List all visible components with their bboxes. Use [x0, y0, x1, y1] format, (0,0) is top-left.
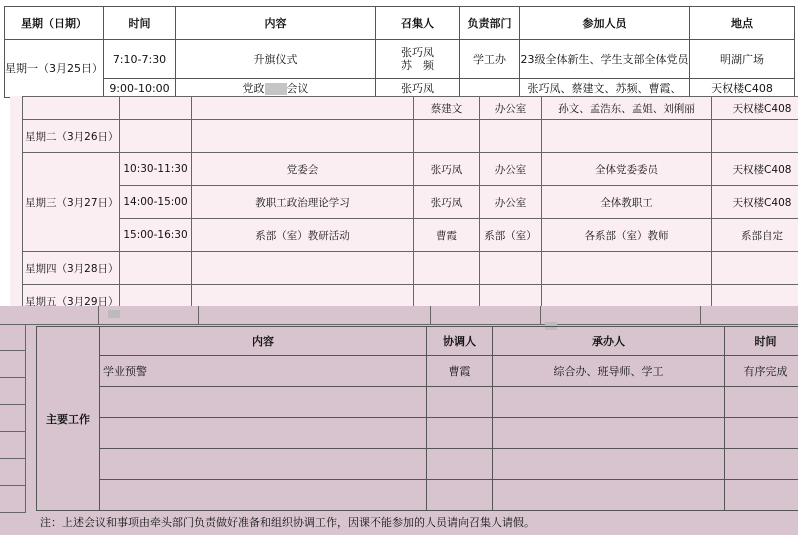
header-coordinator: 协调人	[427, 327, 493, 356]
margin-cell	[0, 432, 26, 459]
header-content: 内容	[100, 327, 427, 356]
cell-time: 14:00-15:00	[120, 186, 192, 219]
margin-cell	[0, 351, 26, 378]
header-attendees: 参加人员	[520, 7, 690, 40]
cell-coordinator	[427, 387, 493, 418]
cell-content: 学业预警	[100, 356, 427, 387]
header-undertaker: 承办人	[493, 327, 725, 356]
cell-content	[192, 120, 414, 153]
cell-time	[120, 120, 192, 153]
cell-attendees: 全体党委委员	[542, 153, 712, 186]
header-convener: 召集人	[376, 7, 460, 40]
cell-time	[120, 252, 192, 285]
cell-place: 系部自定	[712, 219, 798, 252]
cell-time: 9:00-10:00	[104, 79, 176, 98]
cell-coordinator	[427, 449, 493, 480]
section-label: 主要工作	[37, 327, 100, 511]
cell-dept	[460, 79, 520, 98]
cell-content	[100, 480, 427, 511]
cell-undertaker	[493, 480, 725, 511]
margin-cell	[0, 378, 26, 405]
day-cell	[23, 97, 120, 120]
cell-convener: 张巧凤	[414, 153, 480, 186]
cell-content	[192, 97, 414, 120]
cell-undertaker	[493, 418, 725, 449]
cell-time	[120, 97, 192, 120]
cell-dept	[480, 252, 542, 285]
cell-coordinator: 曹霞	[427, 356, 493, 387]
cell-place	[712, 285, 798, 307]
cell-time: 10:30-11:30	[120, 153, 192, 186]
margin-cell	[0, 486, 26, 513]
schedule-table-mid	[10, 96, 798, 306]
cell-convener: 曹霞	[414, 219, 480, 252]
cell-convener: 蔡建文	[414, 97, 480, 120]
cell-content: 教职工政治理论学习	[192, 186, 414, 219]
cell-content: 升旗仪式	[176, 40, 376, 79]
cell-place: 天权楼C408	[712, 153, 798, 186]
band-cell	[430, 306, 541, 324]
cell-attendees: 各系部（室）教师	[542, 219, 712, 252]
convener-line-2: 苏 频	[401, 59, 434, 72]
cell-dept: 办公室	[480, 153, 542, 186]
content-prefix: 党政	[242, 81, 265, 95]
cell-convener: 张巧凤	[414, 186, 480, 219]
cell-content	[100, 387, 427, 418]
cell-content	[176, 79, 376, 98]
cell-dept: 办公室	[480, 186, 542, 219]
cell-time: 15:00-16:30	[120, 219, 192, 252]
scroll-marker-icon	[108, 310, 120, 318]
cell-place	[712, 252, 798, 285]
schedule-table-top	[4, 6, 794, 96]
cell-attendees: 孙文、孟浩东、孟姐、刘俐丽	[542, 97, 712, 120]
margin-cell	[0, 405, 26, 432]
cell-dept: 办公室	[480, 97, 542, 120]
cell-time	[120, 285, 192, 307]
cell-convener	[414, 285, 480, 307]
cell-place: 天权楼C408	[712, 186, 798, 219]
cell-content: 系部（室）教研活动	[192, 219, 414, 252]
redaction-blur	[265, 83, 287, 95]
cell-time	[725, 418, 798, 449]
header-place: 地点	[690, 7, 795, 40]
band-cell	[540, 306, 701, 324]
header-content: 内容	[176, 7, 376, 40]
cell-convener	[376, 40, 460, 79]
cell-attendees	[542, 285, 712, 307]
cell-dept	[480, 120, 542, 153]
cell-time	[725, 449, 798, 480]
cell-attendees: 张巧凤、蔡建文、苏频、曹霞、	[520, 79, 690, 98]
cell-place	[712, 120, 798, 153]
header-time: 时间	[104, 7, 176, 40]
cell-convener	[414, 120, 480, 153]
cell-place: 天权楼C408	[690, 79, 795, 98]
cell-undertaker: 综合办、班导师、学工	[493, 356, 725, 387]
cell-content	[100, 449, 427, 480]
main-work-table	[36, 326, 798, 511]
day-monday: 星期一（3月25日）	[5, 40, 104, 98]
band-cell	[198, 306, 431, 324]
footnote: 注：上述会议和事项由牵头部门负责做好准备和组织协调工作，因课不能参加的人员请向召集人请假。	[40, 516, 535, 529]
cell-attendees	[542, 120, 712, 153]
cell-attendees: 全体教职工	[542, 186, 712, 219]
cell-time: 有序完成	[725, 356, 798, 387]
content-suffix: 会议	[286, 81, 309, 95]
margin-cell	[0, 324, 26, 351]
margin-cell	[0, 459, 26, 486]
cell-time	[725, 387, 798, 418]
cell-dept: 学工办	[460, 40, 520, 79]
cell-time: 7:10-7:30	[104, 40, 176, 79]
cell-undertaker	[493, 387, 725, 418]
convener-line-1: 张巧凤	[401, 46, 434, 59]
header-dept: 负责部门	[460, 7, 520, 40]
cell-content	[100, 418, 427, 449]
cell-dept: 系部（室）	[480, 219, 542, 252]
left-margin-cells	[0, 324, 26, 535]
cell-content	[192, 252, 414, 285]
header-time: 时间	[725, 327, 798, 356]
cell-content: 党委会	[192, 153, 414, 186]
cell-convener	[414, 252, 480, 285]
cell-time	[725, 480, 798, 511]
cell-coordinator	[427, 418, 493, 449]
day-thursday: 星期四（3月28日）	[23, 252, 120, 285]
header-day: 星期（日期）	[5, 7, 104, 40]
main-work-section	[0, 306, 798, 535]
cell-convener: 张巧凤	[376, 79, 460, 98]
day-friday: 星期五（3月29日）	[23, 285, 120, 307]
band-cell	[0, 306, 99, 324]
cell-dept	[480, 285, 542, 307]
cell-attendees: 23级全体新生、学生支部全体党员	[520, 40, 690, 79]
day-wednesday: 星期三（3月27日）	[23, 153, 120, 252]
cell-place: 明湖广场	[690, 40, 795, 79]
cell-coordinator	[427, 480, 493, 511]
day-tuesday: 星期二（3月26日）	[23, 120, 120, 153]
cell-attendees	[542, 252, 712, 285]
cell-place: 天权楼C408	[712, 97, 798, 120]
cell-undertaker	[493, 449, 725, 480]
cell-content	[192, 285, 414, 307]
